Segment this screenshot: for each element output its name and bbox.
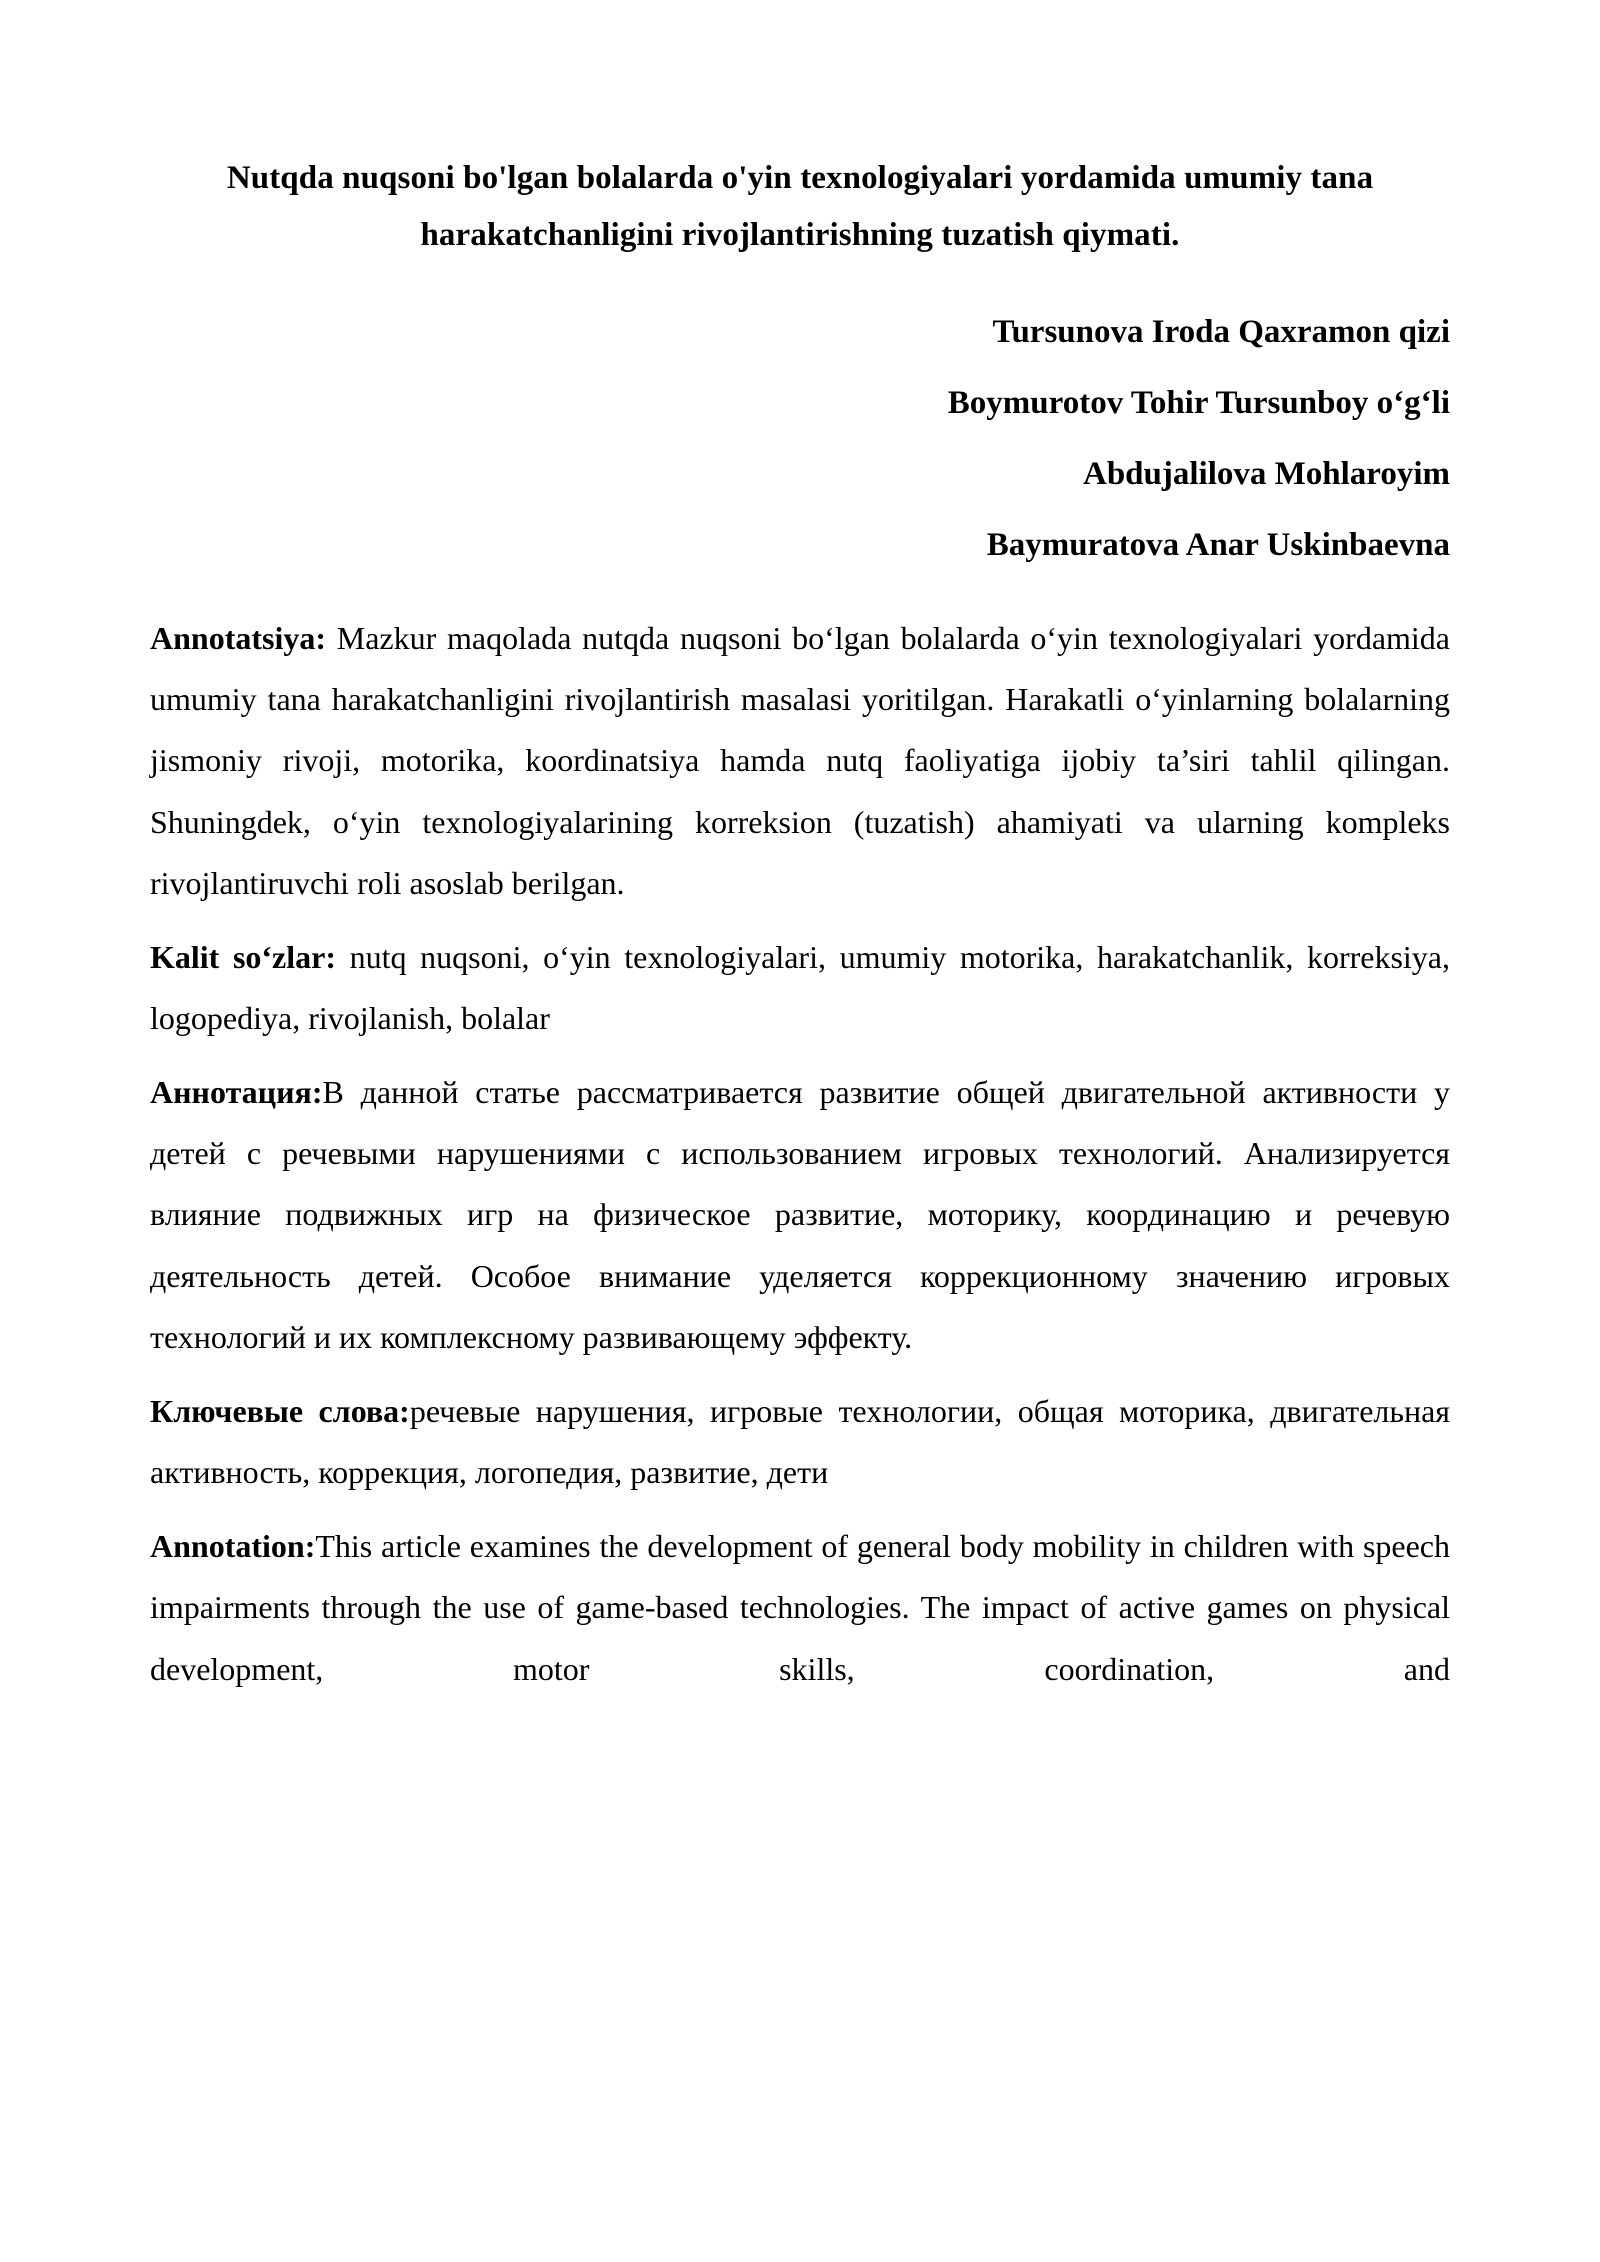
keywords-uzbek-body: nutq nuqsoni, o‘yin texnologiyalari, umumiy motorika, harakatchanlik, korreksiya, logopediya, rivojlanish, bolalar: [150, 938, 1451, 1037]
abstract-russian-label: Аннотация:: [150, 1073, 323, 1110]
keywords-russian: [150, 1369, 1450, 1504]
title-line-1: Nutqda nuqsoni bo'lgan bolalarda o'yin texnologiyalari yordamida umumiy: [226, 160, 1303, 196]
keywords-uzbek-label: Kalit so‘zlar:: [150, 938, 337, 975]
abstract-english: [150, 1504, 1450, 1700]
abstract-russian-body: В данной статье рассматривается развитие общей двигательной активности у детей с речевыми нарушениями с использованием игровых технологий. Анализируется влияние подвижных игр на физическое развитие, моторику, координацию и речевую деятельность детей. Особое внимание уделяется коррекционному значению игровых технологий и их комплексному развивающему эффекту.: [150, 1073, 1450, 1356]
keywords-uzbek: [150, 915, 1450, 1050]
author-name-3: Abdujalilova Mohlaroyim: [1082, 455, 1450, 492]
author-name-1: Tursunova Iroda Qaxramon qizi: [992, 313, 1450, 350]
keywords-russian-body: речевые нарушения, игровые технологии, общая моторика, двигательная активность, коррекция, логопедия, развитие, дети: [150, 1392, 1451, 1491]
abstract-russian: [150, 1050, 1450, 1369]
abstract-english-body: This article examines the development of general body mobility in children with speech impairments through the use of game-based technologies. The impact of active games on physical development, motor skills, coordination, and: [150, 1527, 1450, 1687]
author-name-2: Boymurotov Tohir Tursunboy o‘g‘li: [947, 384, 1450, 421]
author-name-4: Baymuratova Anar Uskinbaevna: [986, 526, 1450, 563]
keywords-russian-label: Ключевые слова:: [150, 1392, 410, 1429]
abstract-english-label: Annotation:: [150, 1527, 316, 1564]
abstract-uzbek: [150, 562, 1450, 915]
title-line-2: tana harakatchanligini rivojlantirishning tuzatish qiymati.: [420, 160, 1374, 253]
abstract-uzbek-body: Mazkur maqolada nutqda nuqsoni bo‘lgan bolalarda o‘yin texnologiyalari yordamida umumiy tana harakatchanligini rivojlantirish masalasi yoritilgan. Harakatli o‘yinlarning bolalarning jismoniy rivoji, motorika, koordinatsiya hamda nutq faoliyatiga ijobiy ta’siri tahlil qilingan. Shuningdek, o‘yin texnologiyalarining korreksion (tuzatish) ahamiyati va ularning kompleks rivojlantiruvchi roli asoslab berilgan.: [150, 619, 1450, 902]
page-title: [150, 0, 1450, 264]
abstract-uzbek-label: Annotatsiya:: [150, 619, 327, 656]
